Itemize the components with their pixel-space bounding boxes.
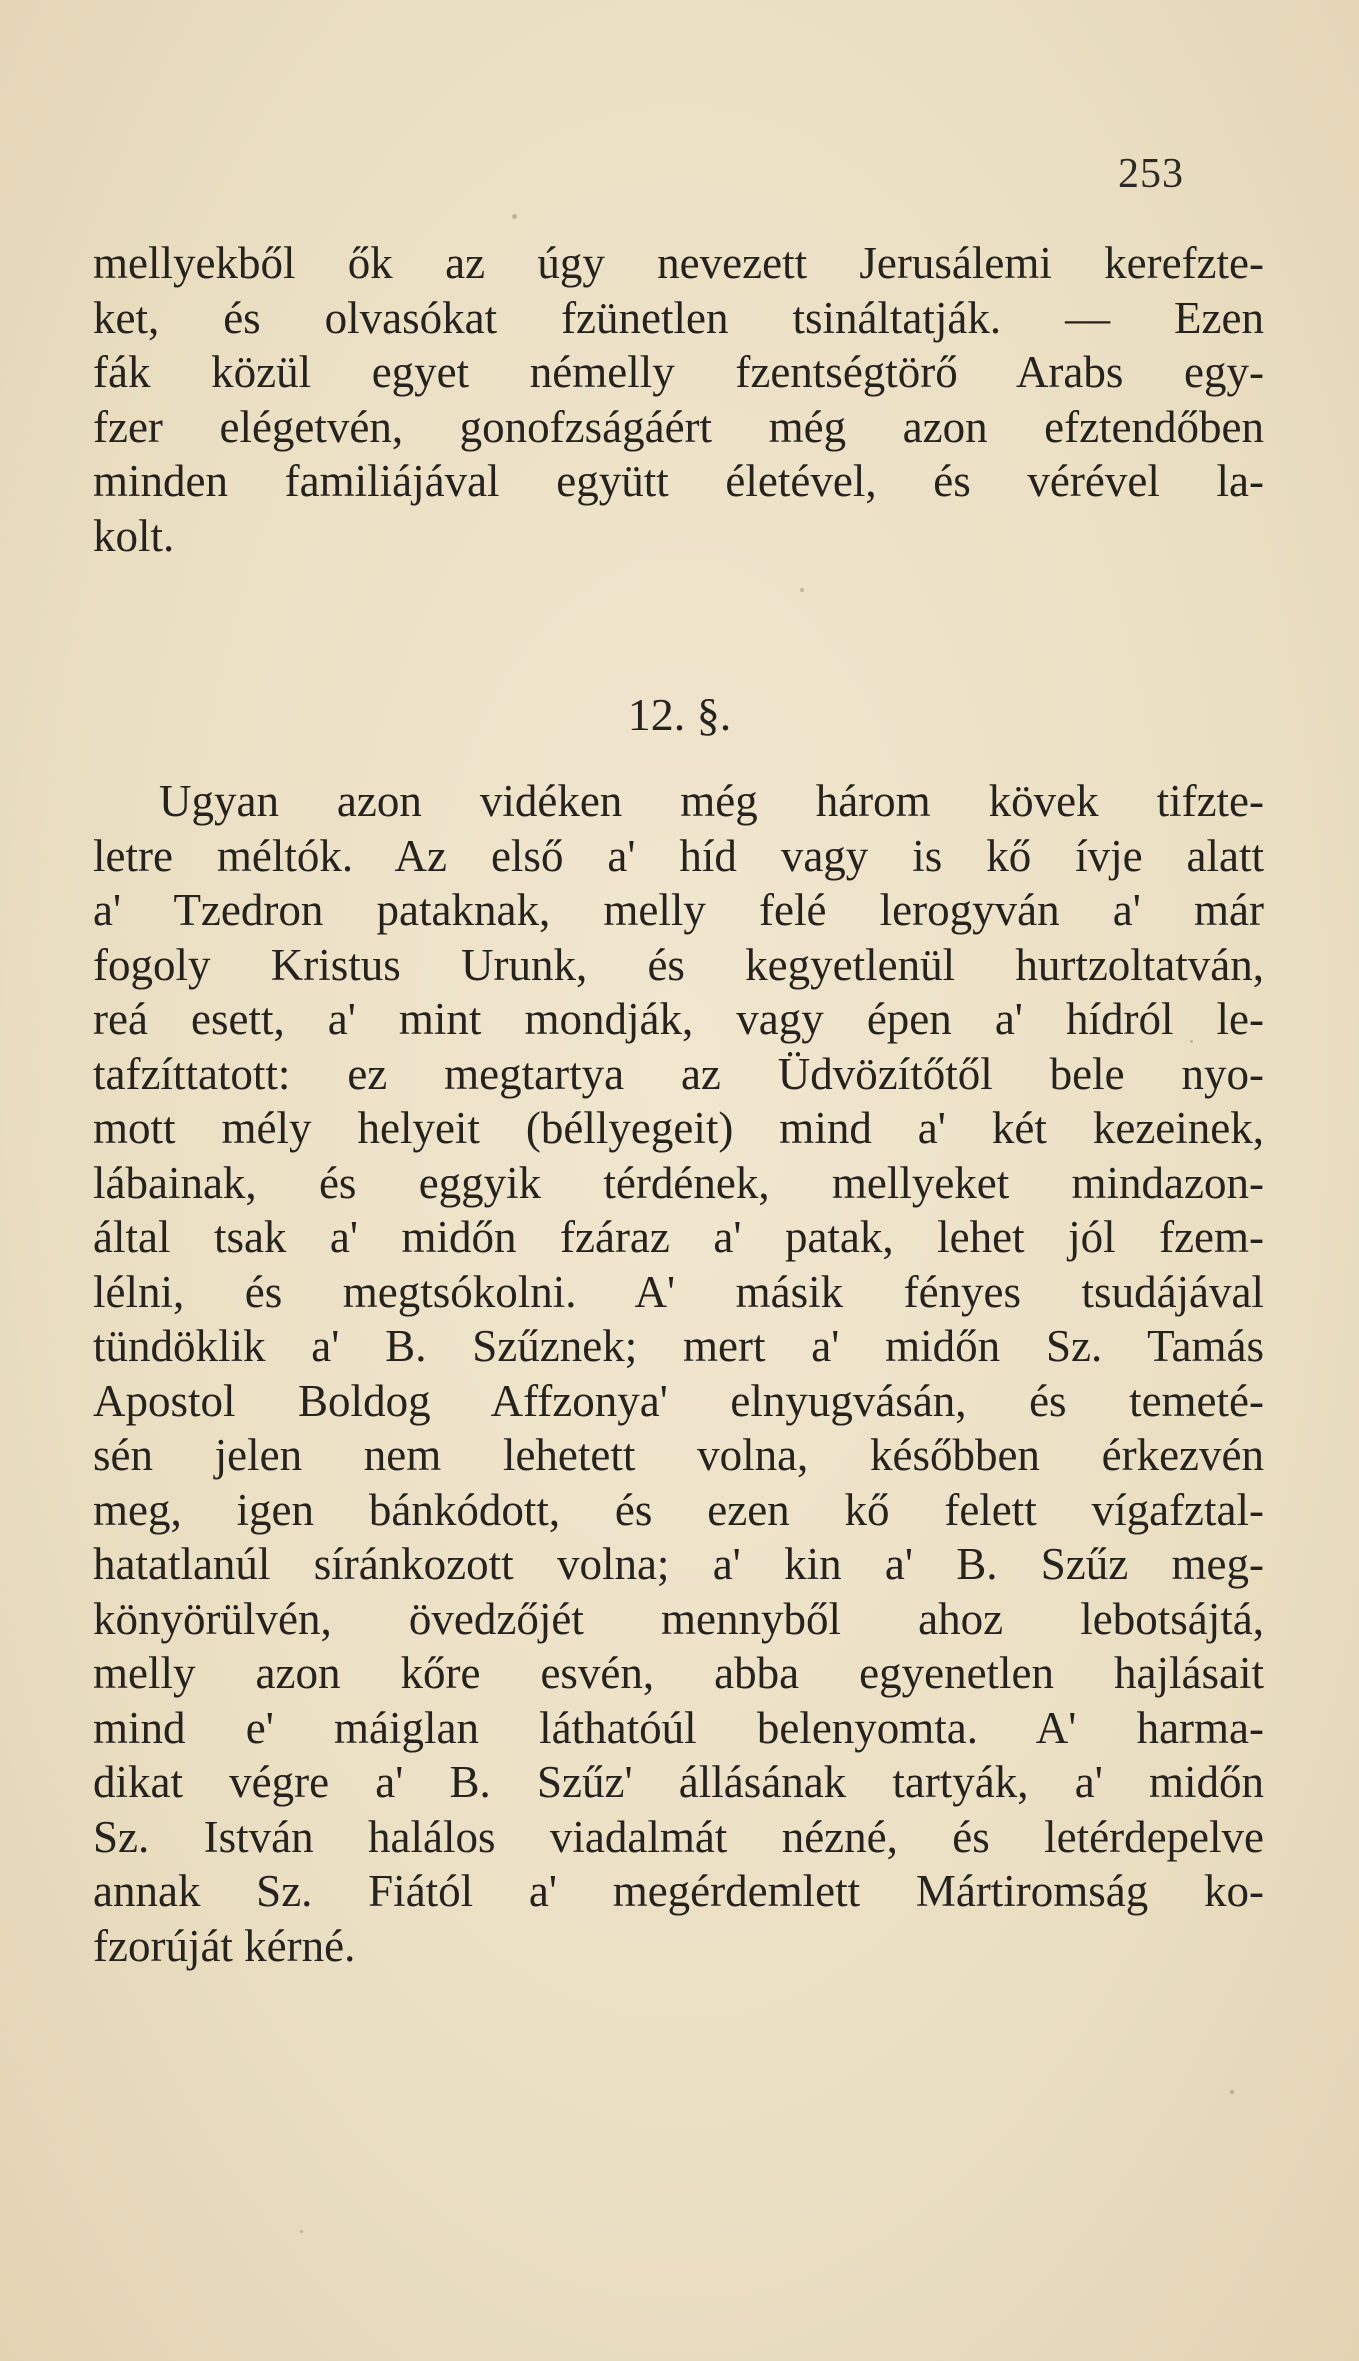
text-line: sén jelen nem lehetett volna, későbben érkezvén [93, 1430, 1264, 1480]
text-line: meg, igen bánkódott, és ezen kő felett vígafztal- [93, 1484, 1264, 1535]
paper-speck [300, 2230, 303, 2233]
text-line: fzer elégetvén, gonofzságáért még azon efztendőben [93, 401, 1264, 452]
text-line: tafzíttatott: ez megtartya az Üdvözítőtől bele nyo- [93, 1048, 1264, 1099]
text-line: lábainak, és eggyik térdének, mellyeket mindazon- [93, 1157, 1264, 1208]
paper-speck [800, 588, 804, 592]
text-line: mott mély helyeit (béllyegeit) mind a' két kezeinek, [93, 1103, 1264, 1153]
section-heading: 12. §. [627, 689, 732, 740]
text-line: letre méltók. Az első a' híd vagy is kő ívje alatt [93, 830, 1264, 881]
text-line: Apostol Boldog Affzonya' elnyugvásán, és temeté- [93, 1375, 1264, 1426]
text-line: minden familiájával együtt életével, és vérével la- [93, 456, 1264, 506]
text-line: fzorúját kérné. [93, 1920, 356, 1971]
text-line: lélni, és megtsókolni. A' másik fényes tsudájával [93, 1266, 1264, 1317]
paper-speck [512, 214, 517, 219]
text-line: tündöklik a' B. Szűznek; mert a' midőn Sz. Tamás [93, 1321, 1264, 1371]
text-line: fák közül egyet némelly fzentségtörő Arabs egy- [93, 347, 1264, 397]
text-line: hatatlanúl síránkozott volna; a' kin a' B. Szűz meg- [93, 1539, 1264, 1589]
text-line: a' Tzedron pataknak, melly felé lerogyván a' már [93, 885, 1264, 935]
text-line: Ugyan azon vidéken még három kövek tifzte- [159, 776, 1264, 826]
text-line: fogoly Kristus Urunk, és kegyetlenül hurtzoltatván, [93, 939, 1264, 990]
text-line: mellyekből ők az úgy nevezett Jerusálemi kerefzte- [93, 238, 1264, 288]
text-line: annak Sz. Fiától a' megérdemlett Mártiromság ko- [93, 1866, 1264, 1916]
text-line: melly azon kőre esvén, abba egyenetlen hajlásait [93, 1648, 1264, 1698]
text-line: dikat végre a' B. Szűz' állásának tartyák, a' midőn [93, 1757, 1264, 1807]
text-line: kolt. [93, 510, 175, 561]
text-line: ket, és olvasókat fzünetlen tsináltatják. — Ezen [93, 292, 1264, 343]
text-line: könyörülvén, övedzőjét mennyből ahoz lebotsájtá, [93, 1593, 1264, 1644]
paper-speck [1190, 1040, 1193, 1043]
paragraph-one [93, 236, 1264, 563]
text-line: Sz. István halálos viadalmát nézné, és letérdepelve [93, 1811, 1264, 1862]
text-line: reá esett, a' mint mondják, vagy épen a' hídról le- [93, 994, 1264, 1044]
text-line: mind e' máiglan láthatóúl belenyomta. A' harma- [93, 1702, 1264, 1753]
text-line: által tsak a' midőn fzáraz a' patak, lehet jól fzem- [93, 1212, 1264, 1262]
page-number: 253 [1118, 151, 1184, 197]
paragraph-two [93, 774, 1264, 1973]
paper-speck [1230, 2090, 1234, 2094]
